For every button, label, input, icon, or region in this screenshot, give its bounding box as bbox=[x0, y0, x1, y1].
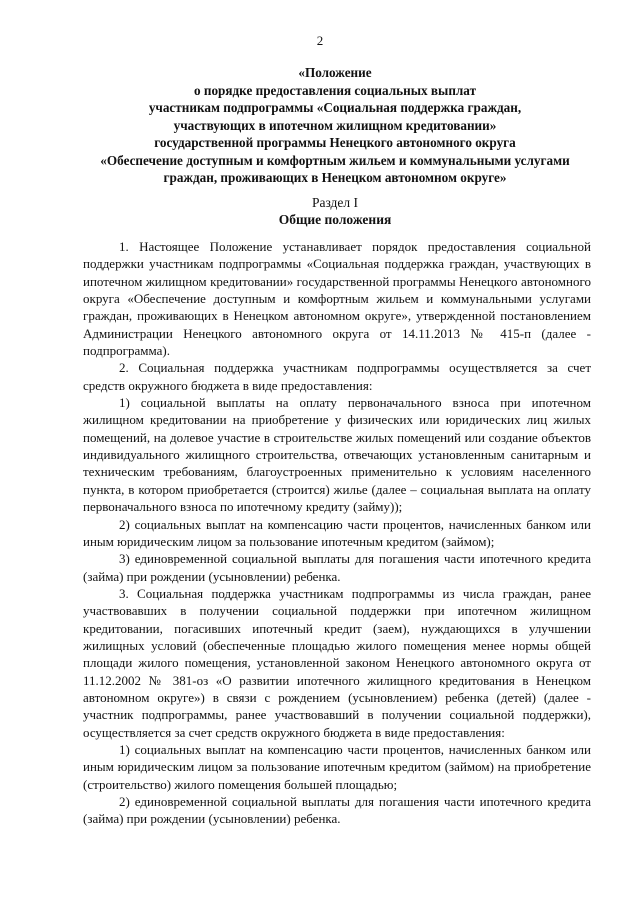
paragraph: 3) единовременной социальной выплаты для погашения части ипотечного кредита (займа) при рождении (усыновлении) ребенка. bbox=[83, 551, 591, 584]
title-line: «Положение bbox=[298, 65, 372, 80]
title-line: участникам подпрограммы «Социальная поддержка граждан, bbox=[148, 100, 522, 115]
title-line: государственной программы Ненецкого автономного округа bbox=[154, 135, 516, 150]
section-name: Общие положения bbox=[278, 212, 392, 227]
paragraph: 2. Социальная поддержка участникам подпрограммы осуществляется за счет средств окружного бюджета в виде предоставления: bbox=[83, 360, 591, 393]
paragraph: 1) социальной выплаты на оплату первоначального взноса при ипотечном жилищном кредитовании на приобретение у физических или юридических лиц жилых помещений, на долевое участие в строительстве жилых помещений или создание объектов индивидуального жилищного строительства, отвечающих установленным санитарным и техническим требованиям, благоустроенных применительно к условиям населенного пункта, в котором приобретается (строится) жилье (далее – социальная выплата на оплату первоначального взноса по ипотечному кредиту (займу)); bbox=[83, 395, 591, 515]
page-number: 2 bbox=[316, 33, 324, 48]
document-title bbox=[70, 64, 600, 187]
title-line: граждан, проживающих в Ненецком автономном округе» bbox=[163, 170, 507, 185]
paragraph: 3. Социальная поддержка участникам подпрограммы из числа граждан, ранее участвовавших в получении социальной поддержки при ипотечном жилищном кредитовании, погасивших ипотечный кредит (заем), нуждающихся в улучшении жилищных условий (обеспеченные площадью жилого помещения менее нормы общей площади жилого помещения, установленной законом Ненецкого автономного округа от 11.12.2002 № 381-оз «О развитии ипотечного жилищного кредитования в Ненецком автономном округе») в связи с рождением (усыновлением) ребенка (детей) (далее - участник подпрограммы, ранее участвовавший в получении социальной поддержки), осуществляется за счет средств окружного бюджета в виде предоставления: bbox=[83, 585, 591, 740]
section-label: Раздел I bbox=[311, 195, 359, 210]
paragraph: 1. Настоящее Положение устанавливает порядок предоставления социальной поддержки участникам подпрограммы «Социальная поддержка граждан, участвующих в ипотечном жилищном кредитовании» государственной программы Ненецкого автономного округа «Обеспечение доступным и комфортным жильем и коммунальными услугами граждан, проживающих в Ненецком автономном округе», утвержденной постановлением Администрации Ненецкого автономного округа от 14.11.2013 № 415-п (далее - подпрограмма). bbox=[83, 239, 591, 359]
section-heading bbox=[70, 194, 600, 228]
title-line: «Обеспечение доступным и комфортным жильем и коммунальными услугами bbox=[100, 152, 570, 168]
paragraph: 2) единовременной социальной выплаты для погашения части ипотечного кредита (займа) при рождении (усыновлении) ребенка. bbox=[83, 794, 591, 827]
title-line: участвующих в ипотечном жилищном кредитовании» bbox=[173, 117, 497, 133]
title-line: о порядке предоставления социальных выплат bbox=[193, 82, 477, 98]
paragraph: 2) социальных выплат на компенсацию части процентов, начисленных банком или иным юридическим лицом за пользование ипотечным кредитом (займом); bbox=[83, 516, 591, 549]
document-body bbox=[83, 238, 591, 828]
paragraph: 1) социальных выплат на компенсацию части процентов, начисленных банком или иным юридическим лицом за пользование ипотечным кредитом (займом) на приобретение (строительство) жилого помещения большей площадью; bbox=[83, 741, 591, 792]
